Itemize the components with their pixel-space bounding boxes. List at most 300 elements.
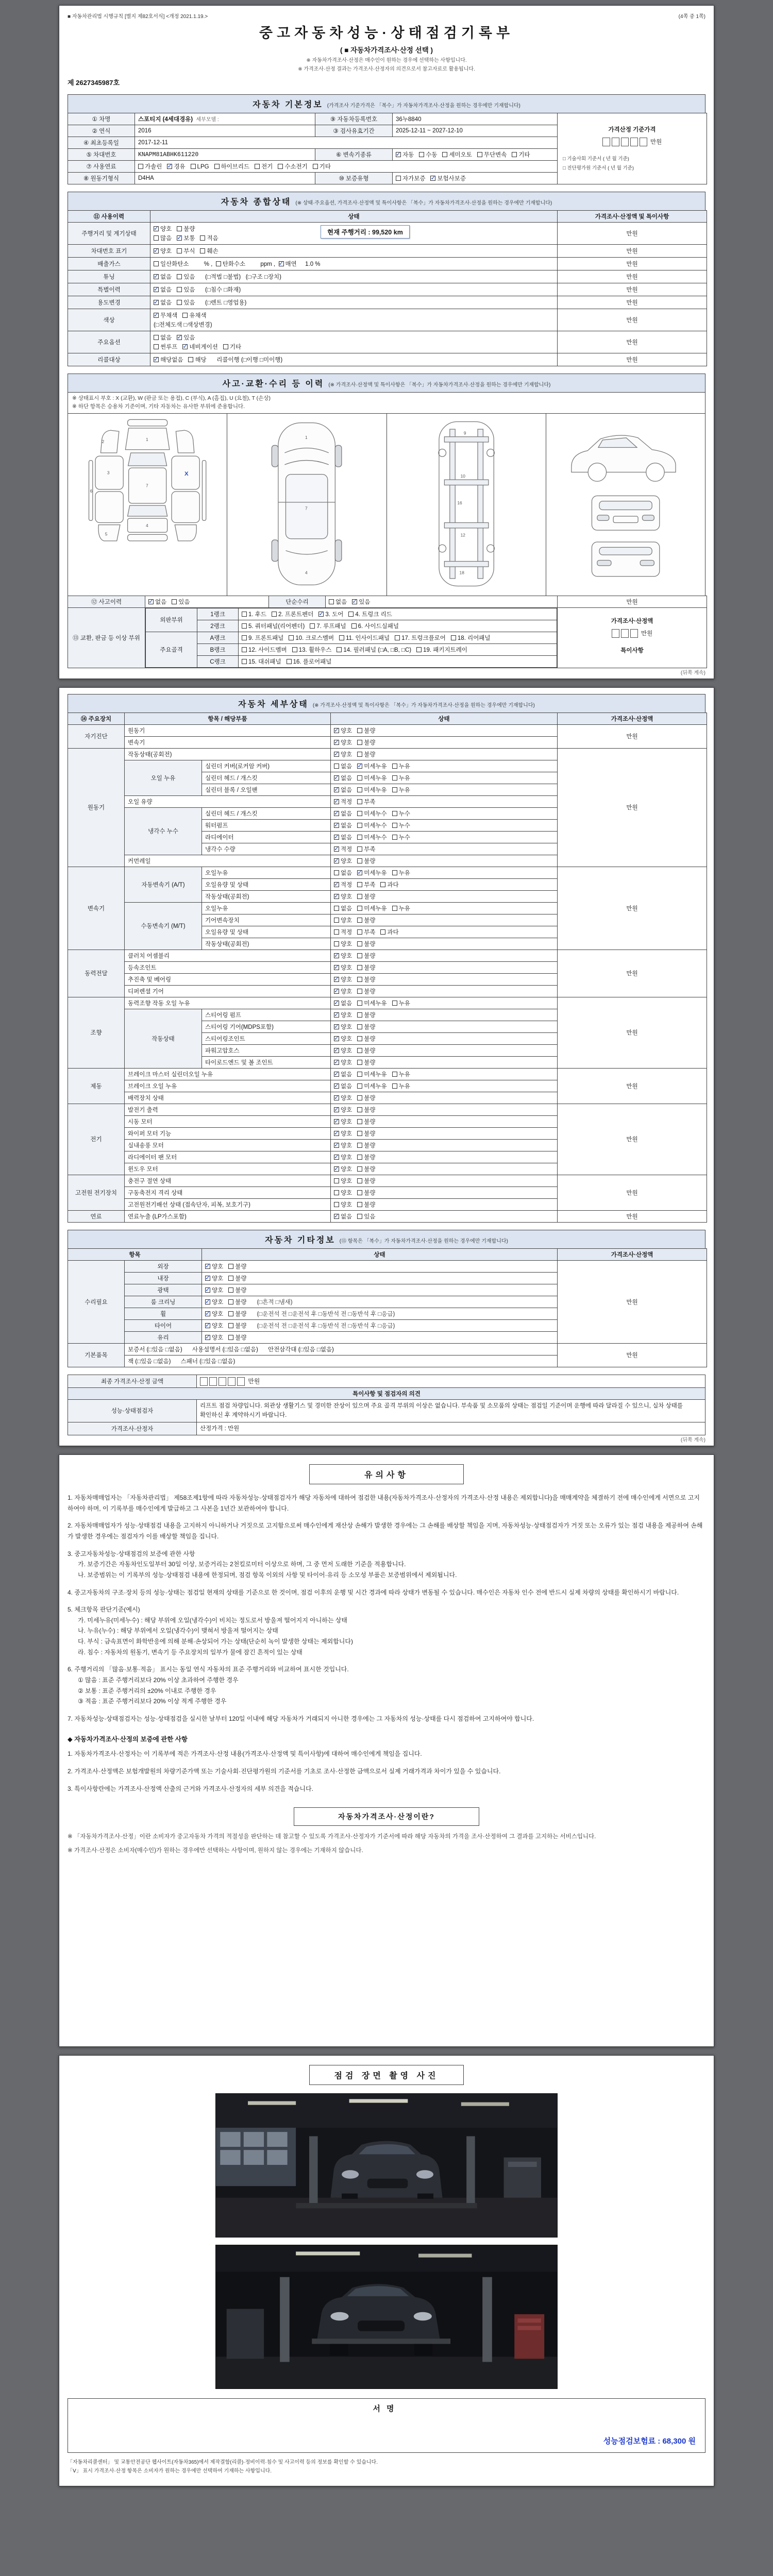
checkbox-checked[interactable] bbox=[177, 235, 182, 241]
checkbox[interactable] bbox=[357, 1155, 362, 1160]
checkbox-option[interactable]: 불량 bbox=[228, 1298, 246, 1306]
checkbox-checked[interactable] bbox=[334, 977, 339, 982]
checkbox[interactable] bbox=[351, 623, 357, 629]
checkbox[interactable] bbox=[228, 1264, 233, 1269]
checkbox-option[interactable]: 기타 bbox=[512, 150, 530, 159]
detail-item-state[interactable] bbox=[331, 950, 558, 961]
checkbox-checked[interactable] bbox=[205, 1264, 210, 1269]
checkbox-option[interactable]: 불량 bbox=[357, 1011, 375, 1019]
other-item-state[interactable]: ✓ 양호 불량 (□흔적 □냄새) bbox=[202, 1296, 558, 1308]
other-item-state[interactable] bbox=[202, 1331, 558, 1343]
checkbox-option[interactable]: 5. 쿼터패널(리어펜더) bbox=[242, 622, 305, 630]
detail-item-state[interactable] bbox=[331, 1080, 558, 1092]
overall-row-state[interactable] bbox=[150, 309, 558, 331]
detail-item-state[interactable] bbox=[331, 973, 558, 985]
checkbox-checked[interactable] bbox=[205, 1299, 210, 1304]
checkbox-checked[interactable] bbox=[334, 1072, 339, 1077]
checkbox-checked[interactable] bbox=[334, 752, 339, 757]
checkbox-checked[interactable] bbox=[334, 1012, 339, 1018]
checkbox-option[interactable]: 있음 bbox=[177, 298, 195, 307]
detail-item-state[interactable] bbox=[331, 784, 558, 795]
checkbox-option[interactable]: ✓양호 bbox=[154, 225, 172, 233]
checkbox-option[interactable]: 불량 bbox=[357, 987, 375, 995]
checkbox-option[interactable]: 없음 bbox=[154, 333, 172, 342]
checkbox-checked[interactable] bbox=[334, 989, 339, 994]
checkbox-option[interactable]: 있음 bbox=[177, 285, 195, 294]
checkbox-option[interactable]: ✓ 양호 bbox=[334, 1023, 352, 1031]
checkbox-checked[interactable] bbox=[357, 764, 362, 769]
checkbox[interactable] bbox=[416, 647, 422, 652]
checkbox-option[interactable]: 자가보증 bbox=[396, 174, 425, 182]
checkbox-option[interactable]: ✓ 양호 bbox=[334, 892, 352, 901]
checkbox[interactable] bbox=[392, 787, 397, 792]
checkbox-option[interactable]: 불량 bbox=[357, 916, 375, 924]
checkbox[interactable] bbox=[357, 1119, 362, 1124]
checkbox-option[interactable]: 18. 리어패널 bbox=[451, 634, 491, 642]
checkbox-option[interactable]: 불량 bbox=[357, 738, 375, 747]
checkbox-option[interactable]: 누수 bbox=[392, 821, 410, 829]
checkbox-checked[interactable] bbox=[430, 176, 435, 181]
checkbox-option[interactable]: 불량 bbox=[357, 1035, 375, 1043]
accident-history-options[interactable] bbox=[145, 596, 269, 607]
checkbox[interactable] bbox=[242, 623, 247, 629]
checkbox-option[interactable]: ✓ 양호 bbox=[154, 247, 172, 255]
checkbox[interactable] bbox=[242, 635, 247, 640]
checkbox-option[interactable]: 불량 bbox=[228, 1286, 246, 1294]
checkbox[interactable] bbox=[357, 728, 362, 733]
checkbox-checked[interactable] bbox=[154, 287, 159, 292]
checkbox-checked[interactable] bbox=[154, 313, 159, 318]
checkbox-option[interactable]: ✓ 없음 bbox=[334, 833, 352, 841]
checkbox-option[interactable]: ✓ 경유 bbox=[167, 162, 185, 171]
checkbox[interactable] bbox=[442, 152, 447, 157]
checkbox-option[interactable]: 불량 bbox=[357, 940, 375, 948]
detail-item-state[interactable] bbox=[331, 985, 558, 997]
checkbox-option[interactable]: 19. 패키지트레이 bbox=[416, 646, 467, 654]
checkbox[interactable] bbox=[357, 740, 362, 745]
checkbox[interactable] bbox=[357, 1048, 362, 1053]
checkbox-option[interactable]: ✓ 없음 bbox=[334, 1212, 352, 1221]
checkbox[interactable] bbox=[396, 176, 401, 181]
overall-row-state[interactable] bbox=[150, 245, 558, 258]
detail-item-state[interactable] bbox=[331, 819, 558, 831]
checkbox-option[interactable]: 불량 bbox=[357, 1200, 375, 1209]
checkbox-option[interactable]: 누수 bbox=[392, 833, 410, 841]
detail-item-state[interactable] bbox=[331, 1198, 558, 1210]
checkbox-checked[interactable] bbox=[334, 1048, 339, 1053]
detail-item-state[interactable] bbox=[331, 748, 558, 760]
checkbox-checked[interactable] bbox=[334, 965, 339, 970]
checkbox-option[interactable]: ✓ 없음 bbox=[154, 298, 172, 307]
checkbox-checked[interactable] bbox=[334, 775, 339, 781]
checkbox[interactable] bbox=[357, 1024, 362, 1029]
checkbox-checked[interactable] bbox=[334, 1155, 339, 1160]
checkbox-option[interactable]: 불량 bbox=[357, 1106, 375, 1114]
checkbox[interactable] bbox=[392, 823, 397, 828]
checkbox-option[interactable]: 있음 bbox=[357, 1212, 375, 1221]
checkbox[interactable] bbox=[357, 1072, 362, 1077]
checkbox-checked[interactable] bbox=[334, 953, 339, 958]
checkbox-option[interactable]: ✓ 적정 bbox=[334, 845, 352, 853]
checkbox-option[interactable]: 부식 bbox=[177, 247, 195, 255]
checkbox-option[interactable]: 미세누유 bbox=[357, 786, 386, 794]
checkbox-option[interactable]: 미세누유 bbox=[357, 904, 386, 912]
checkbox[interactable] bbox=[357, 1214, 362, 1219]
checkbox-option[interactable]: 기타 bbox=[313, 162, 331, 171]
checkbox-option[interactable]: ✓ 양호 bbox=[334, 1141, 352, 1149]
checkbox[interactable] bbox=[357, 941, 362, 946]
checkbox-checked[interactable] bbox=[154, 274, 159, 279]
detail-item-state[interactable] bbox=[331, 961, 558, 973]
checkbox-option[interactable]: ✓ 없음 bbox=[154, 273, 172, 281]
checkbox[interactable] bbox=[357, 906, 362, 911]
checkbox-option[interactable]: 1. 후드 bbox=[242, 610, 266, 618]
checkbox[interactable] bbox=[154, 235, 159, 241]
checkbox-option[interactable]: 불량 bbox=[228, 1262, 246, 1270]
detail-item-state[interactable] bbox=[331, 1175, 558, 1187]
checkbox-option[interactable]: 양호 bbox=[334, 1200, 352, 1209]
detail-item-state[interactable] bbox=[331, 1163, 558, 1175]
checkbox[interactable] bbox=[334, 906, 339, 911]
checkbox-option[interactable]: 일산화탄소 bbox=[154, 260, 189, 268]
checkbox-option[interactable]: 수동 bbox=[419, 150, 437, 159]
checkbox[interactable] bbox=[392, 835, 397, 840]
checkbox[interactable] bbox=[339, 635, 344, 640]
checkbox-option[interactable]: ✓ 적정 bbox=[334, 880, 352, 889]
checkbox[interactable] bbox=[392, 870, 397, 875]
checkbox-checked[interactable] bbox=[396, 152, 401, 157]
checkbox-option[interactable]: 미세누수 bbox=[357, 833, 386, 841]
checkbox[interactable] bbox=[357, 965, 362, 970]
checkbox-option[interactable]: 해당 bbox=[188, 355, 206, 364]
checkbox-option[interactable]: 불량 bbox=[228, 1310, 246, 1318]
checkbox[interactable] bbox=[177, 248, 182, 253]
checkbox-checked[interactable] bbox=[334, 835, 339, 840]
checkbox[interactable] bbox=[357, 1036, 362, 1041]
checkbox-option[interactable]: 13. 휠하우스 bbox=[292, 646, 332, 654]
checkbox[interactable] bbox=[200, 248, 205, 253]
checkbox[interactable] bbox=[228, 1323, 233, 1328]
checkbox-option[interactable]: 썬루프 bbox=[154, 343, 177, 351]
checkbox-option[interactable]: 가솔린 bbox=[138, 162, 162, 171]
other-item-state[interactable] bbox=[202, 1260, 558, 1272]
checkbox[interactable] bbox=[337, 647, 342, 652]
checkbox-option[interactable]: 10. 크로스멤버 bbox=[289, 634, 334, 642]
checkbox[interactable] bbox=[357, 1001, 362, 1006]
detail-item-state[interactable] bbox=[331, 831, 558, 843]
checkbox[interactable] bbox=[380, 882, 385, 887]
checkbox[interactable] bbox=[177, 287, 182, 292]
checkbox-option[interactable]: 미세누유 bbox=[357, 774, 386, 782]
checkbox-option[interactable]: ✓ 보험사보증 bbox=[430, 174, 466, 182]
checkbox-checked[interactable] bbox=[352, 599, 357, 604]
checkbox[interactable] bbox=[357, 752, 362, 757]
checkbox-option[interactable]: 누유 bbox=[392, 869, 410, 877]
checkbox-checked[interactable] bbox=[148, 599, 154, 604]
checkbox-option[interactable]: ✓ 양호 bbox=[334, 963, 352, 972]
detail-item-state[interactable] bbox=[331, 1068, 558, 1080]
checkbox[interactable] bbox=[177, 274, 182, 279]
detail-item-state[interactable] bbox=[331, 736, 558, 748]
checkbox-option[interactable]: ✓ 네비게이션 bbox=[182, 343, 218, 351]
checkbox-checked[interactable] bbox=[205, 1276, 210, 1281]
checkbox-option[interactable]: 불량 bbox=[357, 963, 375, 972]
checkbox[interactable] bbox=[357, 1166, 362, 1172]
checkbox-option[interactable]: ✓ 양호 bbox=[205, 1262, 223, 1270]
checkbox-option[interactable]: ✓ 양호 bbox=[334, 1129, 352, 1138]
detail-item-state[interactable] bbox=[331, 878, 558, 890]
checkbox-option[interactable]: 양호 bbox=[334, 1189, 352, 1197]
final-amount-value[interactable]: 만원 bbox=[197, 1375, 705, 1387]
checkbox-option[interactable]: 14. 필러패널 (□A, □B, □C) bbox=[337, 646, 411, 654]
checkbox[interactable] bbox=[242, 659, 247, 664]
checkbox-option[interactable]: 누수 bbox=[392, 809, 410, 818]
checkbox[interactable] bbox=[228, 1299, 233, 1304]
checkbox-checked[interactable] bbox=[334, 1001, 339, 1006]
checkbox-option[interactable]: ✓ 양호 bbox=[205, 1321, 223, 1330]
detail-item-state[interactable] bbox=[331, 843, 558, 855]
checkbox-option[interactable]: 하이브리드 bbox=[214, 162, 250, 171]
checkbox[interactable] bbox=[357, 918, 362, 923]
checkbox-option[interactable]: 누유 bbox=[392, 999, 410, 1007]
checkbox-checked[interactable] bbox=[205, 1323, 210, 1328]
detail-item-state[interactable] bbox=[331, 867, 558, 878]
checkbox-checked[interactable] bbox=[154, 357, 159, 362]
checkbox-option[interactable]: 2. 프론트펜더 bbox=[272, 610, 313, 618]
detail-item-state[interactable] bbox=[331, 1139, 558, 1151]
checkbox-option[interactable]: 불량 bbox=[357, 1129, 375, 1138]
checkbox-option[interactable]: 훼손 bbox=[200, 247, 218, 255]
checkbox-option[interactable]: ✓ 없음 bbox=[334, 821, 352, 829]
checkbox-option[interactable]: ✓ 양호 bbox=[334, 726, 352, 735]
checkbox[interactable] bbox=[392, 764, 397, 769]
checkbox-option[interactable]: 없음 bbox=[334, 869, 352, 877]
checkbox[interactable] bbox=[223, 344, 228, 349]
checkbox-option[interactable]: 15. 대쉬패널 bbox=[242, 657, 281, 666]
warranty-options[interactable] bbox=[393, 173, 558, 184]
checkbox[interactable] bbox=[200, 235, 205, 241]
checkbox[interactable] bbox=[392, 1001, 397, 1006]
checkbox[interactable] bbox=[357, 775, 362, 781]
checkbox-checked[interactable] bbox=[318, 612, 324, 617]
checkbox-option[interactable]: ✓ 미세누유 bbox=[357, 762, 386, 770]
checkbox[interactable] bbox=[188, 357, 193, 362]
checkbox-option[interactable]: 세미오토 bbox=[442, 150, 472, 159]
other-item-state[interactable]: ✓ 양호 불량 (□운전석 전 □운전석 후 □동반석 전 □동반석 후 □응급) bbox=[202, 1308, 558, 1319]
checkbox-checked[interactable] bbox=[167, 164, 172, 169]
checkbox-option[interactable]: 무단변속 bbox=[477, 150, 507, 159]
detail-item-state[interactable] bbox=[331, 724, 558, 736]
checkbox-option[interactable]: 불량 bbox=[228, 1333, 246, 1342]
checkbox[interactable] bbox=[214, 164, 220, 169]
checkbox-option[interactable]: ✓ 양호 bbox=[334, 1153, 352, 1161]
checkbox-checked[interactable] bbox=[334, 1119, 339, 1124]
checkbox-option[interactable]: 누유 bbox=[392, 774, 410, 782]
checkbox-option[interactable]: 있음 bbox=[177, 273, 195, 281]
checkbox-option[interactable]: ✓ 양호 bbox=[205, 1310, 223, 1318]
checkbox-checked[interactable] bbox=[205, 1335, 210, 1340]
checkbox-option[interactable]: 양호 bbox=[334, 1177, 352, 1185]
checkbox-option[interactable]: 불량 bbox=[357, 975, 375, 984]
checkbox-option[interactable]: 불량 bbox=[357, 750, 375, 758]
checkbox[interactable] bbox=[278, 164, 283, 169]
detail-item-state[interactable] bbox=[331, 914, 558, 926]
checkbox-option[interactable]: ✓ 없음 bbox=[334, 774, 352, 782]
detail-item-state[interactable] bbox=[331, 997, 558, 1009]
checkbox-option[interactable]: 불량 bbox=[357, 1117, 375, 1126]
checkbox[interactable] bbox=[216, 261, 221, 266]
checkbox[interactable] bbox=[172, 599, 177, 604]
detail-item-state[interactable] bbox=[331, 772, 558, 784]
checkbox-checked[interactable] bbox=[334, 894, 339, 899]
checkbox[interactable] bbox=[357, 858, 362, 863]
checkbox-option[interactable]: ✓매연 bbox=[279, 260, 297, 268]
checkbox-option[interactable]: ✓ 양호 bbox=[334, 952, 352, 960]
overall-row-state[interactable] bbox=[150, 223, 558, 245]
detail-item-state[interactable] bbox=[331, 855, 558, 867]
checkbox[interactable] bbox=[357, 929, 362, 935]
simple-repair-options[interactable] bbox=[326, 596, 558, 607]
checkbox[interactable] bbox=[348, 612, 354, 617]
checkbox-option[interactable]: ✓ 적정 bbox=[334, 798, 352, 806]
checkbox-option[interactable]: 불량 bbox=[357, 726, 375, 735]
checkbox-option[interactable]: 누유 bbox=[392, 904, 410, 912]
overall-row-state[interactable] bbox=[150, 331, 558, 353]
checkbox[interactable] bbox=[182, 313, 188, 318]
checkbox-option[interactable]: ✓ 양호 bbox=[334, 1094, 352, 1102]
checkbox[interactable] bbox=[334, 1178, 339, 1183]
checkbox[interactable] bbox=[334, 929, 339, 935]
detail-item-state[interactable] bbox=[331, 795, 558, 807]
checkbox[interactable] bbox=[242, 612, 247, 617]
overall-row-state[interactable] bbox=[150, 258, 558, 270]
checkbox-option[interactable]: ✓ 양호 bbox=[334, 857, 352, 865]
detail-item-state[interactable] bbox=[331, 1032, 558, 1044]
checkbox-option[interactable]: 과다 bbox=[380, 880, 398, 889]
checkbox[interactable] bbox=[357, 1060, 362, 1065]
other-item-state[interactable] bbox=[202, 1272, 558, 1284]
checkbox[interactable] bbox=[357, 1190, 362, 1195]
checkbox-checked[interactable] bbox=[334, 740, 339, 745]
checkbox[interactable] bbox=[334, 764, 339, 769]
checkbox[interactable] bbox=[357, 882, 362, 887]
checkbox[interactable] bbox=[334, 918, 339, 923]
overall-row-state[interactable] bbox=[150, 353, 558, 366]
checkbox-checked[interactable] bbox=[357, 870, 362, 875]
other-item-state[interactable]: 잭 (□있음 □없음) 스패너 (□있음 □없음) bbox=[125, 1355, 558, 1367]
checkbox-option[interactable]: 전기 bbox=[255, 162, 273, 171]
checkbox-option[interactable]: 적정 bbox=[334, 928, 352, 936]
checkbox[interactable] bbox=[380, 929, 385, 935]
checkbox-option[interactable]: ✓ 미세누유 bbox=[357, 869, 386, 877]
checkbox[interactable] bbox=[357, 1083, 362, 1089]
checkbox-option[interactable]: ✓무채색 bbox=[154, 311, 177, 319]
transmission-options[interactable] bbox=[393, 149, 558, 161]
checkbox-option[interactable]: 미세누유 bbox=[357, 1082, 386, 1090]
checkbox-checked[interactable] bbox=[334, 823, 339, 828]
checkbox[interactable] bbox=[228, 1287, 233, 1293]
checkbox[interactable] bbox=[357, 787, 362, 792]
checkbox-option[interactable]: ✓ 양호 bbox=[334, 1165, 352, 1173]
checkbox[interactable] bbox=[329, 599, 334, 604]
checkbox[interactable] bbox=[357, 1107, 362, 1112]
checkbox-checked[interactable] bbox=[334, 1024, 339, 1029]
checkbox-option[interactable]: ✓ 없음 bbox=[334, 1082, 352, 1090]
checkbox-option[interactable]: 불량 bbox=[357, 1058, 375, 1066]
checkbox-option[interactable]: 양호 bbox=[334, 940, 352, 948]
checkbox-option[interactable]: ✓ 없음 bbox=[334, 809, 352, 818]
detail-item-state[interactable] bbox=[331, 902, 558, 914]
detail-item-state[interactable] bbox=[331, 1044, 558, 1056]
checkbox-option[interactable]: 16. 플로어패널 bbox=[287, 657, 332, 666]
checkbox-option[interactable]: 불량 bbox=[228, 1274, 246, 1282]
checkbox-option[interactable]: ✓ 없음 bbox=[334, 786, 352, 794]
detail-item-state[interactable] bbox=[331, 1092, 558, 1104]
checkbox-option[interactable]: 불량 bbox=[357, 1023, 375, 1031]
checkbox[interactable] bbox=[357, 811, 362, 816]
rank-items[interactable] bbox=[239, 608, 557, 620]
checkbox-checked[interactable] bbox=[334, 1143, 339, 1148]
checkbox[interactable] bbox=[228, 1311, 233, 1316]
checkbox[interactable] bbox=[334, 870, 339, 875]
overall-row-state[interactable] bbox=[150, 296, 558, 309]
other-item-state[interactable] bbox=[202, 1284, 558, 1296]
checkbox-checked[interactable] bbox=[334, 1083, 339, 1089]
checkbox[interactable] bbox=[313, 164, 318, 169]
checkbox-option[interactable]: 누유 bbox=[392, 786, 410, 794]
checkbox[interactable] bbox=[357, 1095, 362, 1100]
checkbox-option[interactable]: ✓ 없음 bbox=[334, 1070, 352, 1078]
detail-item-state[interactable] bbox=[331, 1187, 558, 1198]
checkbox[interactable] bbox=[419, 152, 424, 157]
checkbox[interactable] bbox=[357, 823, 362, 828]
checkbox[interactable] bbox=[451, 635, 456, 640]
rank-items[interactable] bbox=[239, 632, 557, 643]
checkbox[interactable] bbox=[357, 835, 362, 840]
rank-items[interactable] bbox=[239, 643, 557, 655]
checkbox-option[interactable]: 없음 bbox=[334, 762, 352, 770]
checkbox-option[interactable]: ✓ 양호 bbox=[334, 1035, 352, 1043]
checkbox-checked[interactable] bbox=[182, 344, 188, 349]
detail-item-state[interactable] bbox=[331, 807, 558, 819]
checkbox-checked[interactable] bbox=[334, 882, 339, 887]
checkbox-option[interactable]: 탄화수소 bbox=[216, 260, 245, 268]
detail-item-state[interactable] bbox=[331, 1056, 558, 1068]
checkbox-option[interactable]: ✓ 양호 bbox=[334, 975, 352, 984]
checkbox-option[interactable]: 불량 bbox=[357, 1141, 375, 1149]
overall-row-state[interactable] bbox=[150, 270, 558, 283]
checkbox-option[interactable]: ✓ 있음 bbox=[352, 598, 370, 606]
checkbox-option[interactable]: 누유 bbox=[392, 762, 410, 770]
checkbox[interactable] bbox=[357, 1202, 362, 1207]
checkbox-option[interactable]: 불량 bbox=[357, 1094, 375, 1102]
checkbox[interactable] bbox=[357, 846, 362, 852]
checkbox[interactable] bbox=[357, 894, 362, 899]
checkbox[interactable] bbox=[392, 906, 397, 911]
checkbox-option[interactable]: 6. 사이드실패널 bbox=[351, 622, 399, 630]
checkbox-option[interactable]: ✓ 양호 bbox=[334, 750, 352, 758]
checkbox-option[interactable]: 수소전기 bbox=[278, 162, 307, 171]
overall-row-state[interactable] bbox=[150, 283, 558, 296]
checkbox[interactable] bbox=[477, 152, 482, 157]
checkbox-checked[interactable] bbox=[154, 226, 159, 231]
checkbox[interactable] bbox=[154, 261, 159, 266]
checkbox[interactable] bbox=[512, 152, 517, 157]
checkbox[interactable] bbox=[154, 344, 159, 349]
checkbox-checked[interactable] bbox=[279, 261, 284, 266]
checkbox-option[interactable]: 17. 트렁크플로어 bbox=[395, 634, 446, 642]
fuel-options[interactable] bbox=[135, 161, 558, 173]
